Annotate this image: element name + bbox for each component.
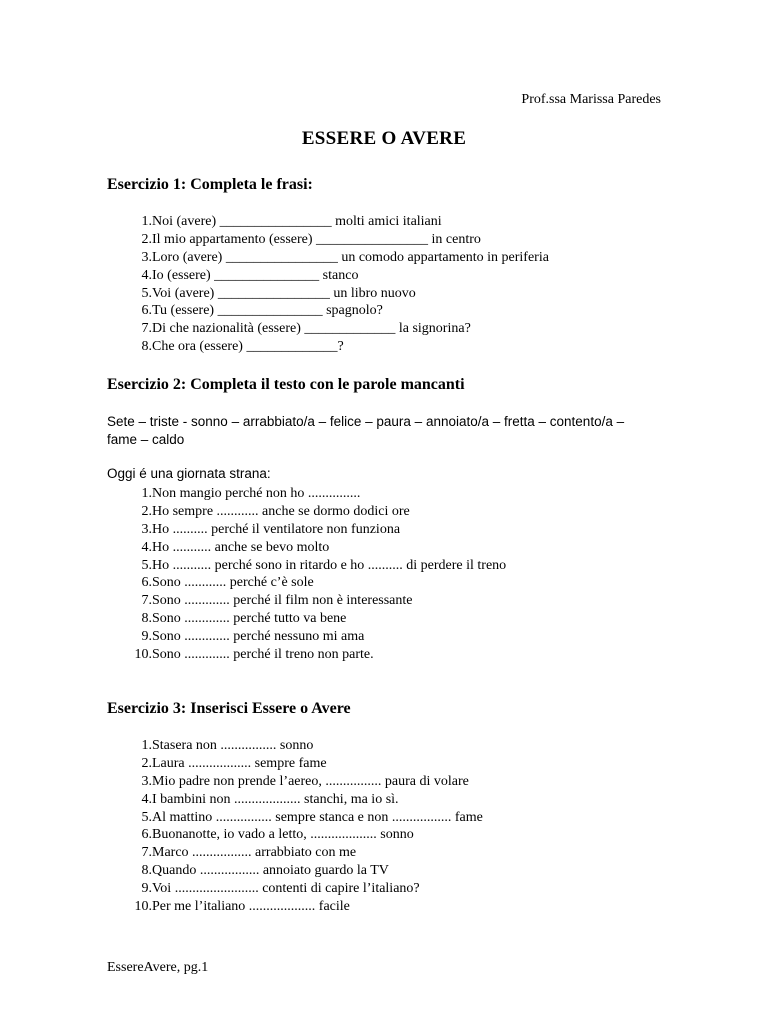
- list-item: 1. Noi (avere) ________________ molti amici italiani: [141, 214, 442, 229]
- list-item: 7. Di che nazionalità (essere) _____________ la signorina?: [141, 321, 471, 337]
- exercise2-intro: Oggi é una giornata strana:: [107, 466, 271, 481]
- list-item-text: Ho .......... perché il ventilatore non funziona: [152, 521, 401, 537]
- list-item-text: Sono ............. perché nessuno mi ama: [152, 629, 365, 645]
- list-item: 5. Ho ........... perché sono in ritardo e ho .......... di perdere il treno: [141, 557, 507, 573]
- list-item: 3. Mio padre non prende l’aereo, ................ paura di volare: [141, 773, 469, 789]
- list-item: 10. Per me l’italiano ................... facile: [134, 899, 350, 915]
- page-footer: EssereAvere, pg.1: [107, 960, 209, 975]
- list-item-text: Voi (avere) ________________ un libro nuovo: [152, 285, 416, 301]
- list-item-text: Marco ................. arrabbiato con me: [152, 845, 357, 861]
- list-item-text: I bambini non ................... stanchi, ma io sì.: [152, 791, 399, 807]
- list-item: 8. Che ora (essere) _____________?: [141, 339, 344, 355]
- list-item-text: Sono ............. perché il treno non parte.: [152, 647, 374, 663]
- list-item: 3. Ho .......... perché il ventilatore non funziona: [141, 521, 401, 537]
- list-item: 2. Ho sempre ............ anche se dormo dodici ore: [141, 503, 410, 519]
- list-item: 4. Io (essere) _______________ stanco: [141, 267, 359, 283]
- list-item-text: Sono ............. perché tutto va bene: [152, 611, 347, 627]
- exercise2-list: [107, 485, 507, 664]
- list-item-text: Sono ............. perché il film non è interessante: [152, 593, 413, 609]
- list-item: 1. Stasera non ................ sonno: [141, 738, 314, 753]
- list-item-text: Loro (avere) ________________ un comodo appartamento in periferia: [152, 249, 549, 265]
- list-item: 9. Sono ............. perché nessuno mi ama: [141, 629, 365, 645]
- list-item-text: Noi (avere) ________________ molti amici italiani: [152, 214, 442, 229]
- list-item-text: Stasera non ................ sonno: [152, 738, 314, 753]
- list-item-text: Ho ........... perché sono in ritardo e ho .......... di perdere il treno: [152, 557, 507, 573]
- list-item: 6. Tu (essere) _______________ spagnolo?: [141, 303, 383, 319]
- list-item-text: Sono ............ perché c’è sole: [152, 575, 314, 591]
- list-item-text: Al mattino ................ sempre stanca e non ................. fame: [152, 809, 483, 825]
- list-item: 7. Sono ............. perché il film non è interessante: [141, 593, 413, 609]
- list-item: 3. Loro (avere) ________________ un comodo appartamento in periferia: [141, 249, 549, 265]
- list-item: 5. Al mattino ................ sempre stanca e non ................. fame: [141, 809, 483, 825]
- list-item: 6. Buonanotte, io vado a letto, ................... sonno: [141, 827, 414, 843]
- list-item-text: Mio padre non prende l’aereo, ................ paura di volare: [152, 773, 469, 789]
- list-item-text: Tu (essere) _______________ spagnolo?: [152, 303, 383, 319]
- list-item-text: Il mio appartamento (essere) ________________ in centro: [152, 231, 481, 247]
- list-item: 9. Voi ........................ contenti di capire l’italiano?: [141, 881, 420, 897]
- list-item-text: Per me l’italiano ................... facile: [152, 899, 350, 915]
- document-title: ESSERE O AVERE: [301, 128, 467, 149]
- list-item: 10. Sono ............. perché il treno non parte.: [134, 647, 374, 663]
- author-name: Prof.ssa Marissa Paredes: [521, 92, 661, 107]
- list-item-text: Ho sempre ............ anche se dormo dodici ore: [152, 503, 410, 519]
- list-item-text: Quando ................. annoiato guardo la TV: [152, 863, 389, 879]
- list-item: 5. Voi (avere) ________________ un libro nuovo: [141, 285, 416, 301]
- list-item-text: Di che nazionalità (essere) _____________ la signorina?: [152, 321, 471, 337]
- list-item-text: Ho ........... anche se bevo molto: [152, 539, 330, 555]
- exercise3-list: [107, 737, 483, 916]
- list-item: 2. Laura .................. sempre fame: [141, 755, 327, 771]
- list-item: 4. Ho ........... anche se bevo molto: [141, 539, 330, 555]
- list-item-text: Buonanotte, io vado a letto, ................... sonno: [152, 827, 414, 843]
- list-item: 8. Sono ............. perché tutto va bene: [141, 611, 347, 627]
- exercise2-heading: Esercizio 2: Completa il testo con le parole mancanti: [107, 376, 465, 393]
- list-item: 4. I bambini non ................... stanchi, ma io sì.: [141, 791, 399, 807]
- exercise1-list: [107, 213, 549, 356]
- list-item-text: Che ora (essere) _____________?: [152, 339, 344, 355]
- list-item: 1. Non mangio perché non ho ...............: [141, 486, 361, 501]
- list-item-text: Voi ........................ contenti di capire l’italiano?: [152, 881, 420, 897]
- list-item-text: Laura .................. sempre fame: [152, 755, 327, 771]
- list-item: 2. Il mio appartamento (essere) ________________ in centro: [141, 231, 481, 247]
- exercise3-heading: Esercizio 3: Inserisci Essere o Avere: [107, 700, 351, 717]
- list-item: 8. Quando ................. annoiato guardo la TV: [141, 863, 389, 879]
- list-item-text: Io (essere) _______________ stanco: [152, 267, 359, 283]
- word-bank: Sete – triste - sonno – arrabbiato/a – felice – paura – annoiato/a – fretta – contento/a – fame – caldo: [107, 414, 625, 447]
- list-item: 6. Sono ............ perché c’è sole: [141, 575, 314, 591]
- exercise1-heading: Esercizio 1: Completa le frasi:: [107, 176, 313, 193]
- list-item: 7. Marco ................. arrabbiato con me: [141, 845, 357, 861]
- list-item-text: Non mangio perché non ho ...............: [152, 486, 361, 501]
